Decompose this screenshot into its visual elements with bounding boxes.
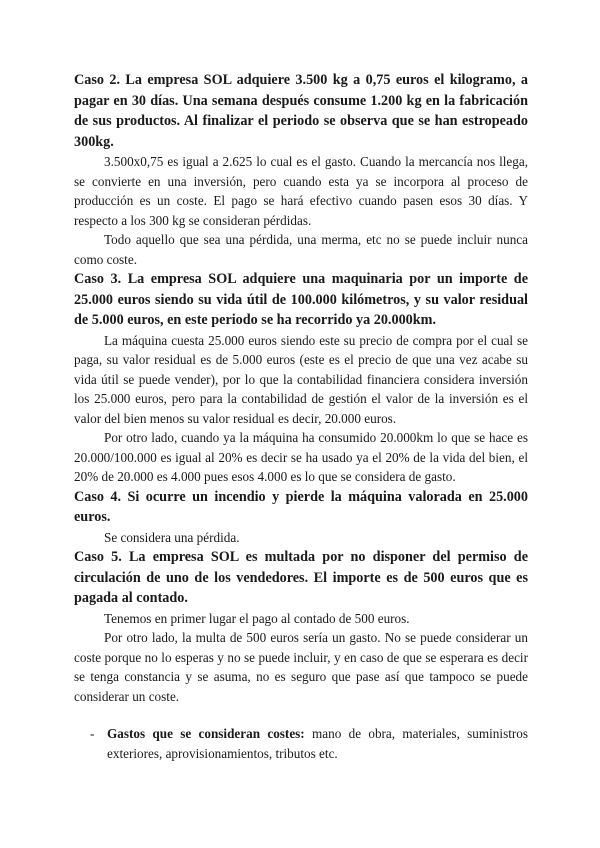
document-page xyxy=(74,70,528,764)
bullet-item-gastos-costes xyxy=(74,724,528,764)
caso-5-paragraph-1: Tenemos en primer lugar el pago al contado de 500 euros. xyxy=(104,610,410,626)
caso-3-paragraph-1: La máquina cuesta 25.000 euros siendo este su precio de compra por el cual se paga, su valor residual es de 5.000 euros (este es el precio de que una vez acabe su vida útil se puede vender), por lo que la contabilidad financiera considera inversión los 25.000 euros, pero para la contabilidad de gestión el valor de la inversión es el valor del bien menos su valor residual es decir, 20.000 euros. xyxy=(74,332,528,426)
caso-2-heading: Caso 2. La empresa SOL adquiere 3.500 kg a 0,75 euros el kilogramo, a pagar en 30 días. Una semana después consume 1.200 kg en la fabricación de sus productos. Al finalizar el periodo se observa que se han estropeado 300kg. xyxy=(74,72,528,150)
caso-2-paragraph-2: Todo aquello que sea una pérdida, una merma, etc no se puede incluir nunca como coste. xyxy=(74,232,528,267)
bullet-dash: - xyxy=(90,726,95,741)
bullet-body-text: mano de obra, materiales, suministros exteriores, aprovisionamientos, tributos etc. xyxy=(107,726,528,761)
caso-5-heading: Caso 5. La empresa SOL es multada por no disponer del permiso de circulación de uno de los vendedores. El importe es de 500 euros que es pagada al contado. xyxy=(74,549,528,606)
caso-4-heading: Caso 4. Si ocurre un incendio y pierde la máquina valorada en 25.000 euros. xyxy=(74,488,528,525)
caso-4-paragraph-1: Se considera una pérdida. xyxy=(104,529,240,545)
caso-2-paragraph-1: 3.500x0,75 es igual a 2.625 lo cual es el gasto. Cuando la mercancía nos llega, se convierte en una inversión, pero cuando esta ya se incorpora al proceso de producción es un coste. El pago se hará efectivo cuando pasen esos 30 días. Y respecto a los 300 kg se consideran pérdidas. xyxy=(74,154,528,228)
caso-5-paragraph-2: Por otro lado, la multa de 500 euros sería un gasto. No se puede considerar un coste porque no lo esperas y no se puede incluir, y en caso de que se esperara es decir se tenga constancia y se asuma, no es seguro que pase así que tampoco se puede considerar un coste. xyxy=(74,630,528,704)
bullet-lead-text: Gastos que se consideran costes: xyxy=(107,726,305,741)
caso-3-paragraph-2: Por otro lado, cuando ya la máquina ha consumido 20.000km lo que se hace es 20.000/100.000 es igual al 20% es decir se ha usado ya el 20% de la vida del bien, el 20% de 20.000 es 4.000 pues esos 4.000 es lo que se considera de gasto. xyxy=(74,430,528,484)
caso-3-heading: Caso 3. La empresa SOL adquiere una maquinaria por un importe de 25.000 euros siendo su vida útil de 100.000 kilómetros, y su valor residual de 5.000 euros, en este periodo se ha recorrido ya 20.000km. xyxy=(74,271,528,328)
